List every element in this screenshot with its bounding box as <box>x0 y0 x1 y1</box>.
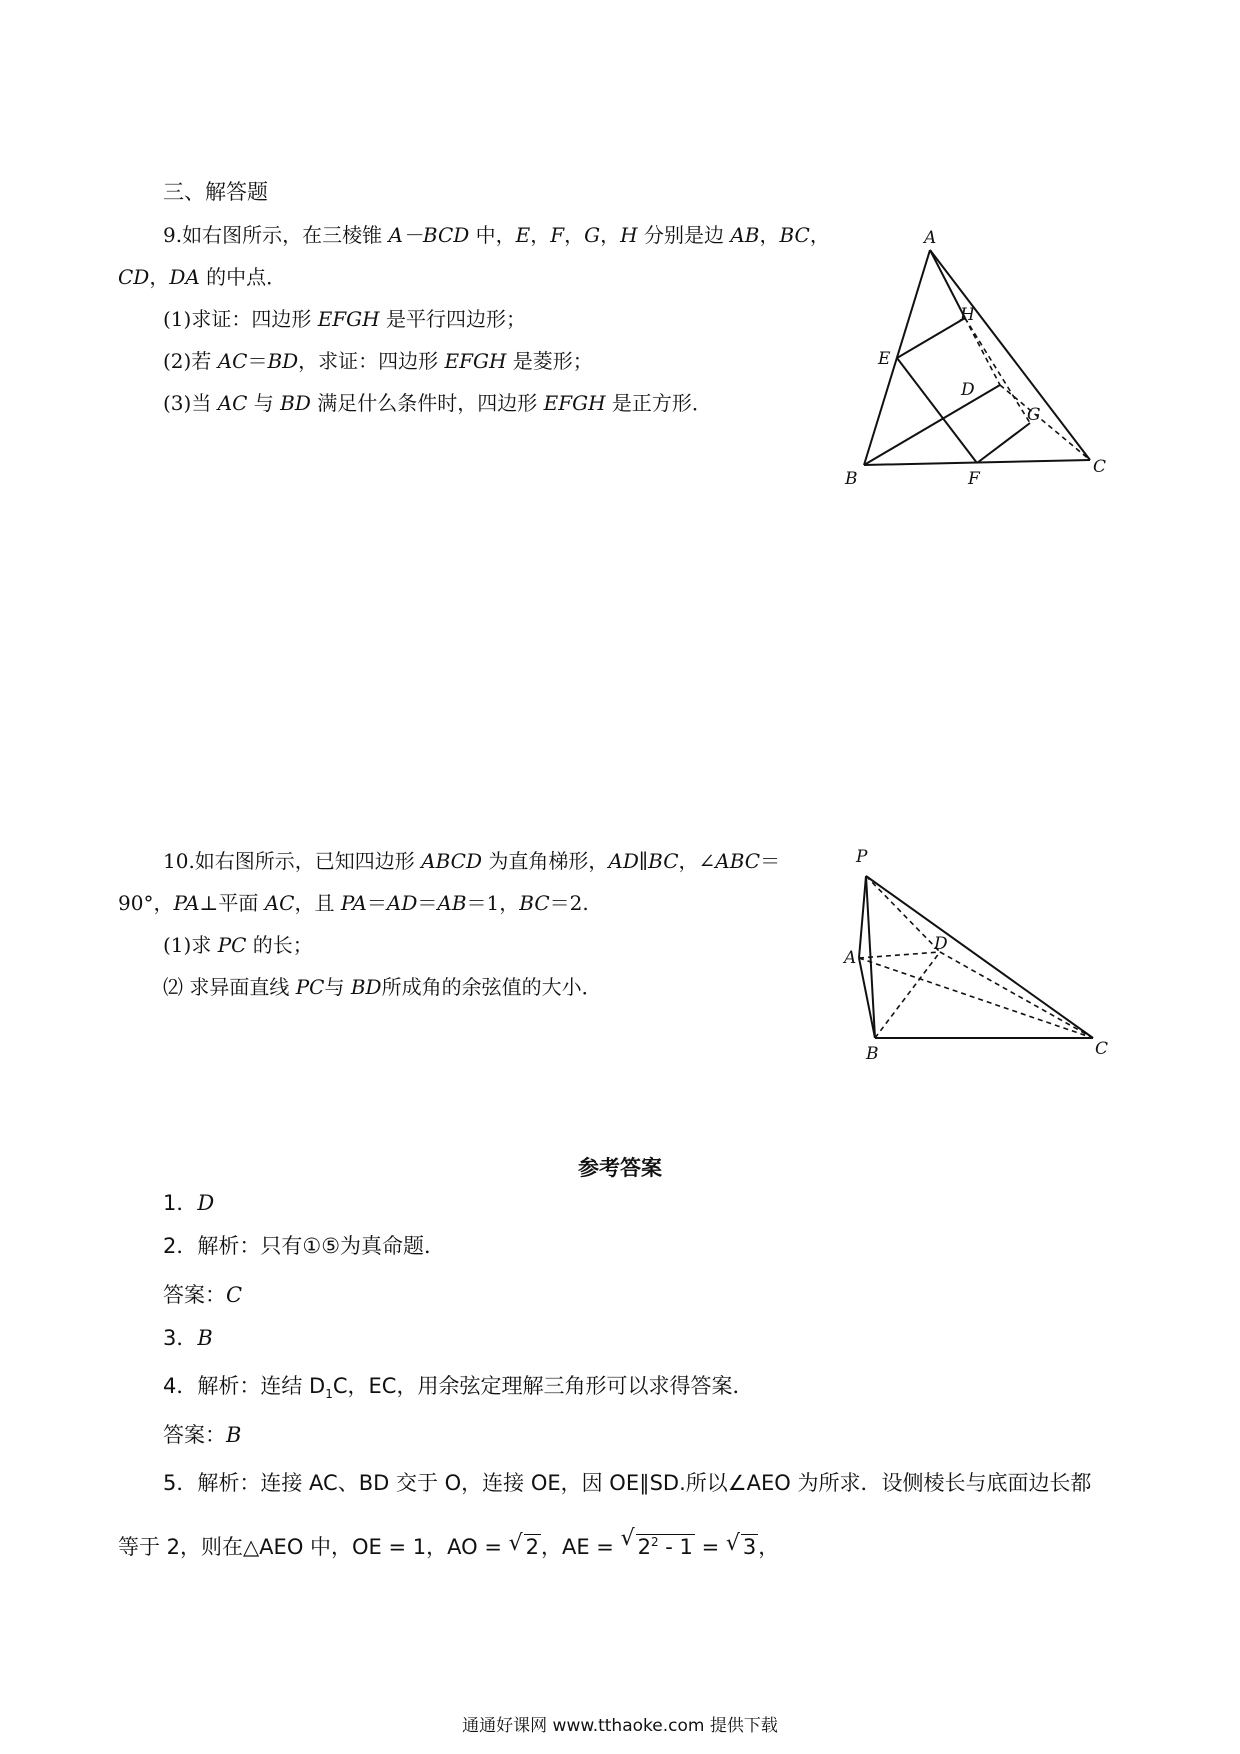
q10-line-2: 90°，PA⊥平面 AC，且 PA＝AD＝AB＝1，BC＝2. <box>118 891 589 915</box>
answer-4: 4．解析：连结 $D_1C$，EC，用余弦定理解三角形可以求得答案． <box>163 1374 754 1402</box>
label-a: A <box>844 948 857 968</box>
q9-part-2: (2)若 AC＝BD，求证：四边形 EFGH 是菱形； <box>163 349 593 373</box>
answer-2-result: 答案：C <box>163 1283 243 1307</box>
label-b: B <box>866 1044 879 1064</box>
q9-line-2: CD，DA 的中点． <box>118 265 287 289</box>
answer-5-line-1: 5．解析：连接 AC、BD 交于 O，连接 OE，因 OE∥SD.所以∠AEO 为所求．设侧棱长与底面边长都 <box>163 1471 1092 1495</box>
edge-dc-hidden <box>940 952 1093 1038</box>
section-title: 三、解答题 <box>163 180 268 204</box>
label-a: A <box>924 228 937 248</box>
answer-2: 2．解析：只有①⑤为真命题． <box>163 1234 446 1258</box>
label-e: E <box>878 349 891 369</box>
edge-pa <box>859 876 866 958</box>
label-h: H <box>960 305 975 325</box>
label-d: D <box>934 934 948 954</box>
answers-title: 参考答案 <box>578 1156 662 1180</box>
sqrt-expression: √ $2^2 - 1$ <box>621 1528 695 1561</box>
sqrt-2: √ 2 <box>509 1533 541 1561</box>
answer-5-line-2: 等于 2，则在△AEO 中，OE = 1，AO = √ 2，AE = √ $2^2 - 1$ = √ 3， <box>118 1528 779 1561</box>
answer-4-result: 答案：B <box>163 1423 242 1447</box>
q10-part-1: (1)求 PC 的长； <box>163 933 313 957</box>
q9-line-1: 9.如右图所示，在三棱锥 A－BCD 中，E，F，G，H 分别是边 AB，BC， <box>163 223 830 247</box>
q10-line-1: 10.如右图所示，已知四边形 ABCD 为直角梯形，AD∥BC，∠ABC＝ <box>163 849 781 873</box>
label-p: P <box>856 847 868 867</box>
edge-ac-hidden <box>859 958 1093 1038</box>
label-g: G <box>1027 405 1041 425</box>
q9-part-1: (1)求证：四边形 EFGH 是平行四边形； <box>163 307 526 331</box>
label-c: C <box>1093 457 1107 477</box>
answer-1: 1．D <box>163 1191 215 1215</box>
footer-download-note: 通通好课网 www.tthaoke.com 提供下载 <box>462 1716 778 1736</box>
edge-bd-hidden <box>875 952 940 1038</box>
sqrt-3: √ 3 <box>726 1533 758 1561</box>
label-d: D <box>961 380 975 400</box>
label-c: C <box>1095 1039 1109 1059</box>
q9-part-3: (3)当 AC 与 BD 满足什么条件时，四边形 EFGH 是正方形． <box>163 391 712 415</box>
edge-pc <box>866 876 1093 1038</box>
q10-part-2: ⑵ 求异面直线 PC与 BD所成角的余弦值的大小． <box>163 975 602 999</box>
label-f: F <box>968 469 980 489</box>
label-b: B <box>845 469 858 489</box>
edge-pd-hidden <box>866 876 940 952</box>
answer-3: 3．B <box>163 1326 213 1350</box>
